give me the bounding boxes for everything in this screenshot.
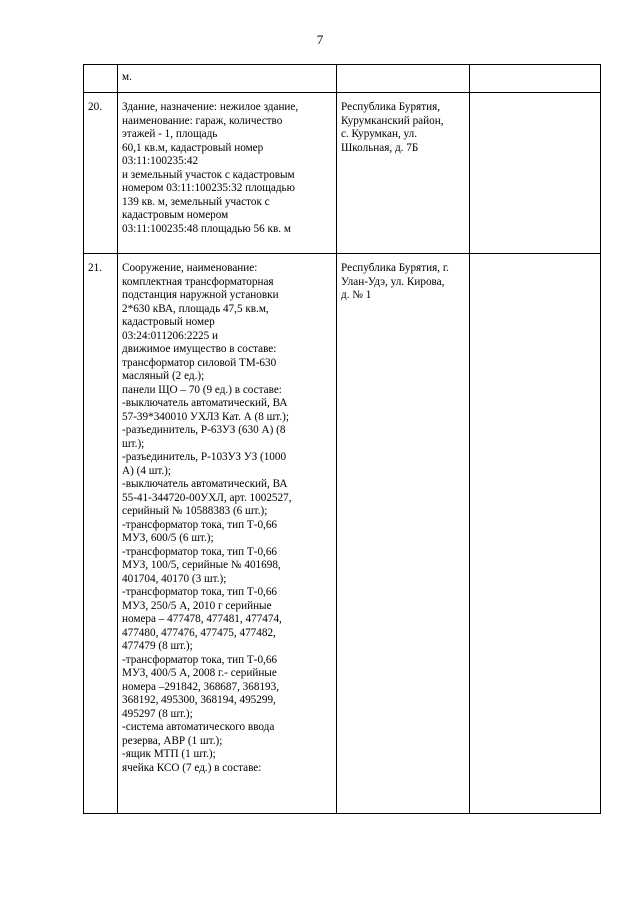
address-line: Курумканский район,: [341, 114, 444, 127]
address-cell: [337, 93, 470, 254]
extra-cell: [470, 65, 601, 93]
extra-cell: [470, 254, 601, 814]
row-number-cell: 21.: [84, 254, 118, 814]
description-line: -трансформатор тока, тип Т-0,66: [122, 518, 278, 531]
table-row: [84, 93, 601, 254]
description-line: -трансформатор тока, тип Т-0,66: [122, 653, 278, 666]
description-line: -выключатель автоматический, ВА: [122, 397, 288, 409]
description-line: -система автоматического ввода: [122, 721, 275, 733]
description-line: номера – 477478, 477481, 477474,: [122, 613, 282, 625]
description-line: 368192, 495300, 368194, 495299,: [122, 694, 276, 706]
row-number-cell: [84, 65, 118, 93]
address-line: Улан-Удэ, ул. Кирова,: [341, 275, 445, 288]
description-line: МУЗ, 250/5 А, 2010 г серийные: [122, 599, 272, 612]
description-line: резерва, АВР (1 шт.);: [122, 734, 223, 747]
description-line: панели ЩО – 70 (9 ед.) в составе:: [122, 383, 282, 396]
description-line: А) (4 шт.);: [122, 464, 172, 477]
address-line: с. Курумкан, ул.: [341, 128, 418, 140]
description-line: 2*630 кВА, площадь 47,5 кв.м,: [122, 302, 269, 315]
table-row: [84, 254, 601, 814]
table-row: [84, 65, 601, 93]
description-line: м.: [122, 71, 132, 83]
description-line: комплектная трансформаторная: [122, 275, 274, 288]
description-cell: [118, 93, 337, 254]
description-line: 03:24:011206:2225 и: [122, 329, 219, 342]
description-line: 477479 (8 шт.);: [122, 640, 193, 652]
description-line: кадастровым номером: [122, 209, 229, 221]
description-line: подстанция наружной установки: [122, 289, 279, 301]
description-line: -разъединитель, Р-103УЗ УЗ (1000: [122, 451, 287, 463]
description-line: этажей - 1, площадь: [122, 128, 218, 140]
description-line: -ящик МТП (1 шт.);: [122, 748, 216, 760]
description-line: трансформатор силовой ТМ-630: [122, 356, 277, 369]
description-line: -разъединитель, Р-63УЗ (630 А) (8: [122, 424, 286, 436]
description-cell: [118, 254, 337, 814]
description-line: 60,1 кв.м, кадастровый номер: [122, 141, 264, 154]
description-cell: [118, 65, 337, 93]
description-line: номером 03:11:100235:32 площадью: [122, 182, 295, 194]
description-line: 55-41-344720-00УХЛ, арт. 1002527,: [122, 491, 292, 504]
description-line: МУЗ, 400/5 А, 2008 г.- серийные: [122, 667, 277, 679]
description-line: 03:11:100235:42: [122, 155, 199, 167]
description-line: Сооружение, наименование:: [122, 262, 258, 274]
description-line: 57-39*340010 УХЛЗ Кат. А (8 шт.);: [122, 410, 289, 423]
address-line: Школьная, д. 7Б: [341, 141, 419, 154]
description-line: 03:11:100235:48 площадью 56 кв. м: [122, 222, 291, 235]
description-line: масляный (2 ед.);: [122, 370, 205, 382]
description-line: МУЗ, 100/5, серийные № 401698,: [122, 559, 281, 571]
description-line: 401704, 40170 (3 шт.);: [122, 572, 227, 585]
description-line: ячейка КСО (7 ед.) в составе:: [122, 761, 262, 774]
description-line: 139 кв. м, земельный участок с: [122, 195, 270, 208]
description-line: кадастровый номер: [122, 316, 215, 328]
address-cell: [337, 65, 470, 93]
description-line: и земельный участок с кадастровым: [122, 168, 295, 181]
description-line: МУЗ, 600/5 (6 шт.);: [122, 532, 214, 544]
description-line: -выключатель автоматический, ВА: [122, 478, 288, 490]
address-line: д. № 1: [341, 289, 372, 301]
address-line: Республика Бурятия, г.: [341, 262, 449, 274]
description-line: -трансформатор тока, тип Т-0,66: [122, 586, 278, 598]
address-line: Республика Бурятия,: [341, 101, 441, 113]
row-number-cell: 20.: [84, 93, 118, 254]
description-line: движимое имущество в составе:: [122, 343, 277, 355]
address-cell: [337, 254, 470, 814]
description-line: -трансформатор тока, тип Т-0,66: [122, 545, 278, 558]
description-line: шт.);: [122, 437, 145, 450]
description-line: наименование: гараж, количество: [122, 114, 283, 127]
extra-cell: [470, 93, 601, 254]
description-line: Здание, назначение: нежилое здание,: [122, 101, 299, 113]
description-line: 495297 (8 шт.);: [122, 707, 193, 720]
page-number: 7: [316, 32, 324, 47]
description-line: номера –291842, 368687, 368193,: [122, 680, 280, 693]
description-line: 477480, 477476, 477475, 477482,: [122, 626, 276, 639]
description-line: серийный № 10588383 (6 шт.);: [122, 505, 268, 517]
property-table: [83, 64, 601, 814]
